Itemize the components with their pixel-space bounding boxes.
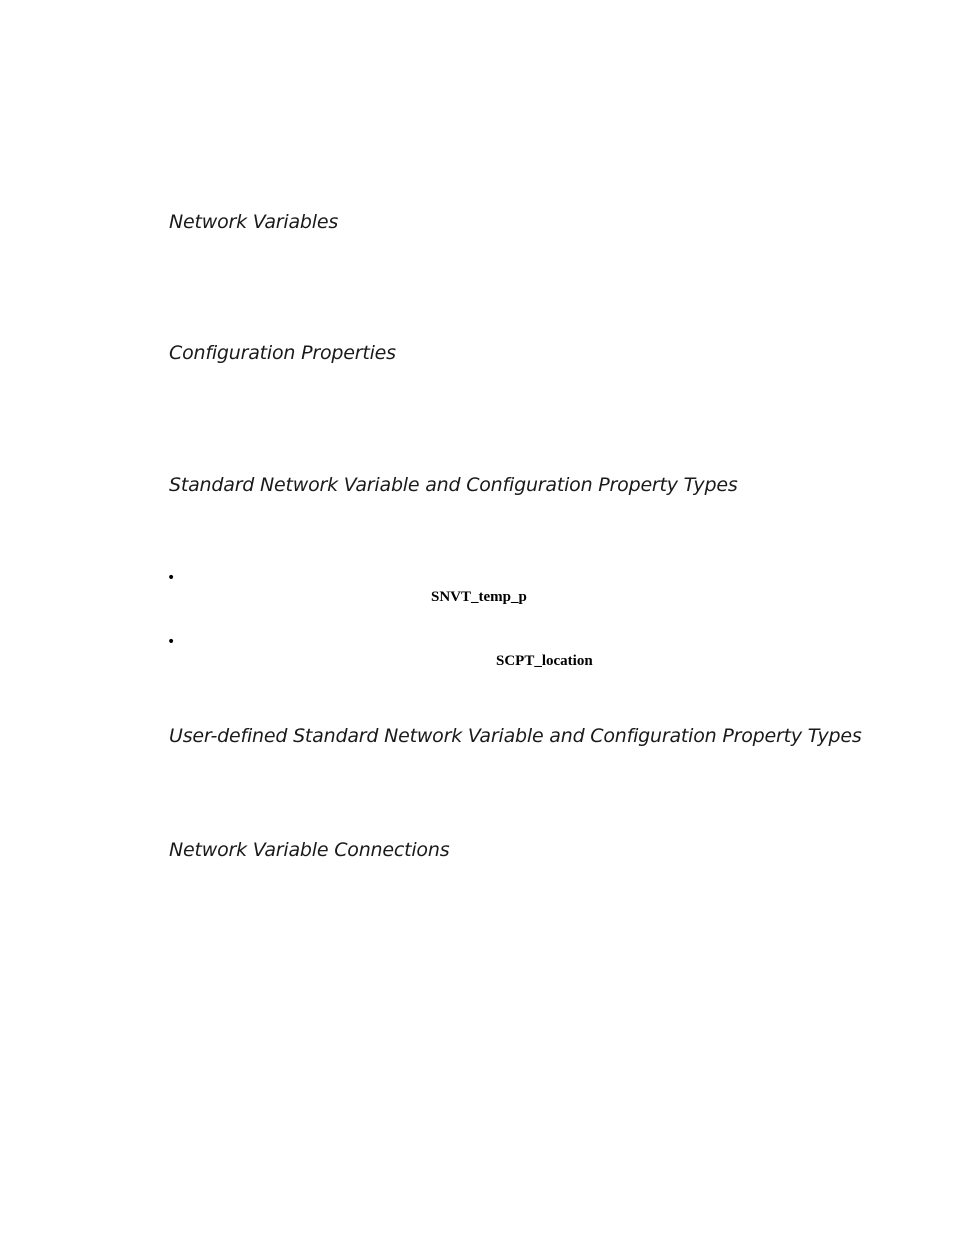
snvt-type-name: SNVT_temp_p xyxy=(431,589,527,605)
heading-standard-types: Standard Network Variable and Configuration Property Types xyxy=(169,474,738,496)
heading-network-variables: Network Variables xyxy=(169,211,339,233)
list-bullet: • xyxy=(167,634,176,650)
scpt-type-name: SCPT_location xyxy=(496,653,593,669)
heading-user-defined-types: User-defined Standard Network Variable and Configuration Property Types xyxy=(169,725,862,747)
heading-nv-connections: Network Variable Connections xyxy=(169,839,450,861)
list-bullet: • xyxy=(167,570,176,586)
heading-configuration-properties: Configuration Properties xyxy=(169,342,396,364)
